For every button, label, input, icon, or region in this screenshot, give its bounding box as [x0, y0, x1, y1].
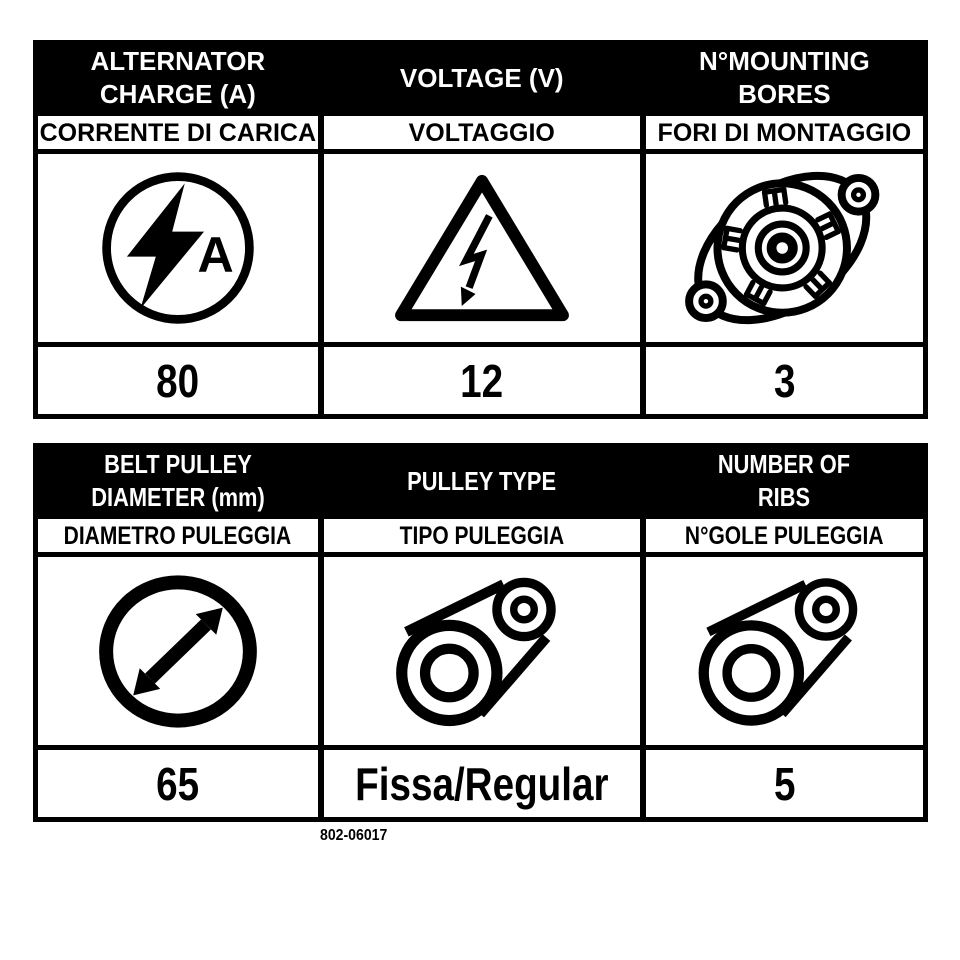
header-label: VOLTAGE (V): [399, 62, 564, 93]
value-text: 65: [156, 757, 200, 810]
part-number-text: 802-06017: [320, 827, 388, 844]
table2-value-row: [38, 745, 923, 817]
table2-icon-cell-pulley-type: [318, 557, 640, 745]
table2-icon-row: [38, 552, 923, 745]
subheader-label: FORI DI MONTAGGIO: [657, 118, 912, 147]
table1-value-row: [38, 342, 923, 414]
subheader-label: N°GOLE PULEGGIA: [685, 521, 884, 550]
value-text: Fissa/Regular: [355, 757, 609, 810]
table2-subheader-gole: [640, 519, 923, 552]
belt-pulley-icon: [384, 572, 580, 731]
value-text: 12: [460, 354, 504, 407]
belt-pulley-ribs-icon: [686, 572, 882, 731]
header-label: BELT PULLEY DIAMETER (mm): [91, 449, 265, 512]
header-label: N°MOUNTING BORES: [699, 46, 870, 109]
voltage-value: [318, 347, 640, 414]
header-label: NUMBER OF RIBS: [718, 449, 851, 512]
table2-icon-cell-ribs: [640, 557, 923, 745]
table2-subheader-tipo: [318, 519, 640, 552]
subheader-label: CORRENTE DI CARICA: [39, 118, 317, 147]
high-voltage-warning-icon: [390, 168, 574, 329]
part-number-caption: [33, 827, 928, 845]
value-text: 80: [156, 354, 200, 407]
subheader-label: DIAMETRO PULEGGIA: [64, 521, 292, 550]
alternator-rear-view-icon: [682, 168, 886, 328]
table1-subheader-corrente: [38, 116, 318, 149]
pulley-diameter-value: [38, 750, 318, 817]
electrical-spec-table: [33, 40, 928, 419]
mounting-bores-value: [640, 347, 923, 414]
subheader-label: VOLTAGGIO: [408, 118, 555, 147]
pulley-type-value: [318, 750, 640, 817]
table1-icon-row: [38, 149, 923, 342]
alternator-charge-amp-icon: [96, 166, 260, 330]
table2-subheader-diametro: [38, 519, 318, 552]
table1-icon-cell-bores: [640, 154, 923, 342]
ribs-value: [640, 750, 923, 817]
table1-icon-cell-charge: [38, 154, 318, 342]
table2-header-pulley-type: [318, 448, 640, 514]
pulley-spec-table: [33, 443, 928, 822]
table1-icon-cell-voltage: [318, 154, 640, 342]
table1-subheader-fori: [640, 116, 923, 149]
table2-header-row: [38, 448, 923, 514]
spec-sheet: [33, 40, 928, 845]
table2-header-number-of-ribs: [640, 448, 923, 514]
table1-header-row: [38, 45, 923, 111]
alternator-charge-value: [38, 347, 318, 414]
table1-header-voltage: [318, 45, 640, 111]
table1-header-alternator-charge: [38, 45, 318, 111]
header-label: ALTERNATOR CHARGE (A): [90, 46, 266, 109]
table2-header-pulley-diameter: [38, 448, 318, 514]
header-label: PULLEY TYPE: [407, 465, 557, 496]
table2-subheader-row: [38, 514, 923, 552]
value-text: 5: [773, 757, 796, 810]
table1-subheader-row: [38, 111, 923, 149]
table1-subheader-voltaggio: [318, 116, 640, 149]
diameter-arrow-icon: [94, 572, 262, 731]
table2-icon-cell-diameter: [38, 557, 318, 745]
svg-text:A: A: [197, 227, 234, 284]
table1-header-mounting-bores: [640, 45, 923, 111]
value-text: 3: [773, 354, 796, 407]
subheader-label: TIPO PULEGGIA: [399, 521, 564, 550]
